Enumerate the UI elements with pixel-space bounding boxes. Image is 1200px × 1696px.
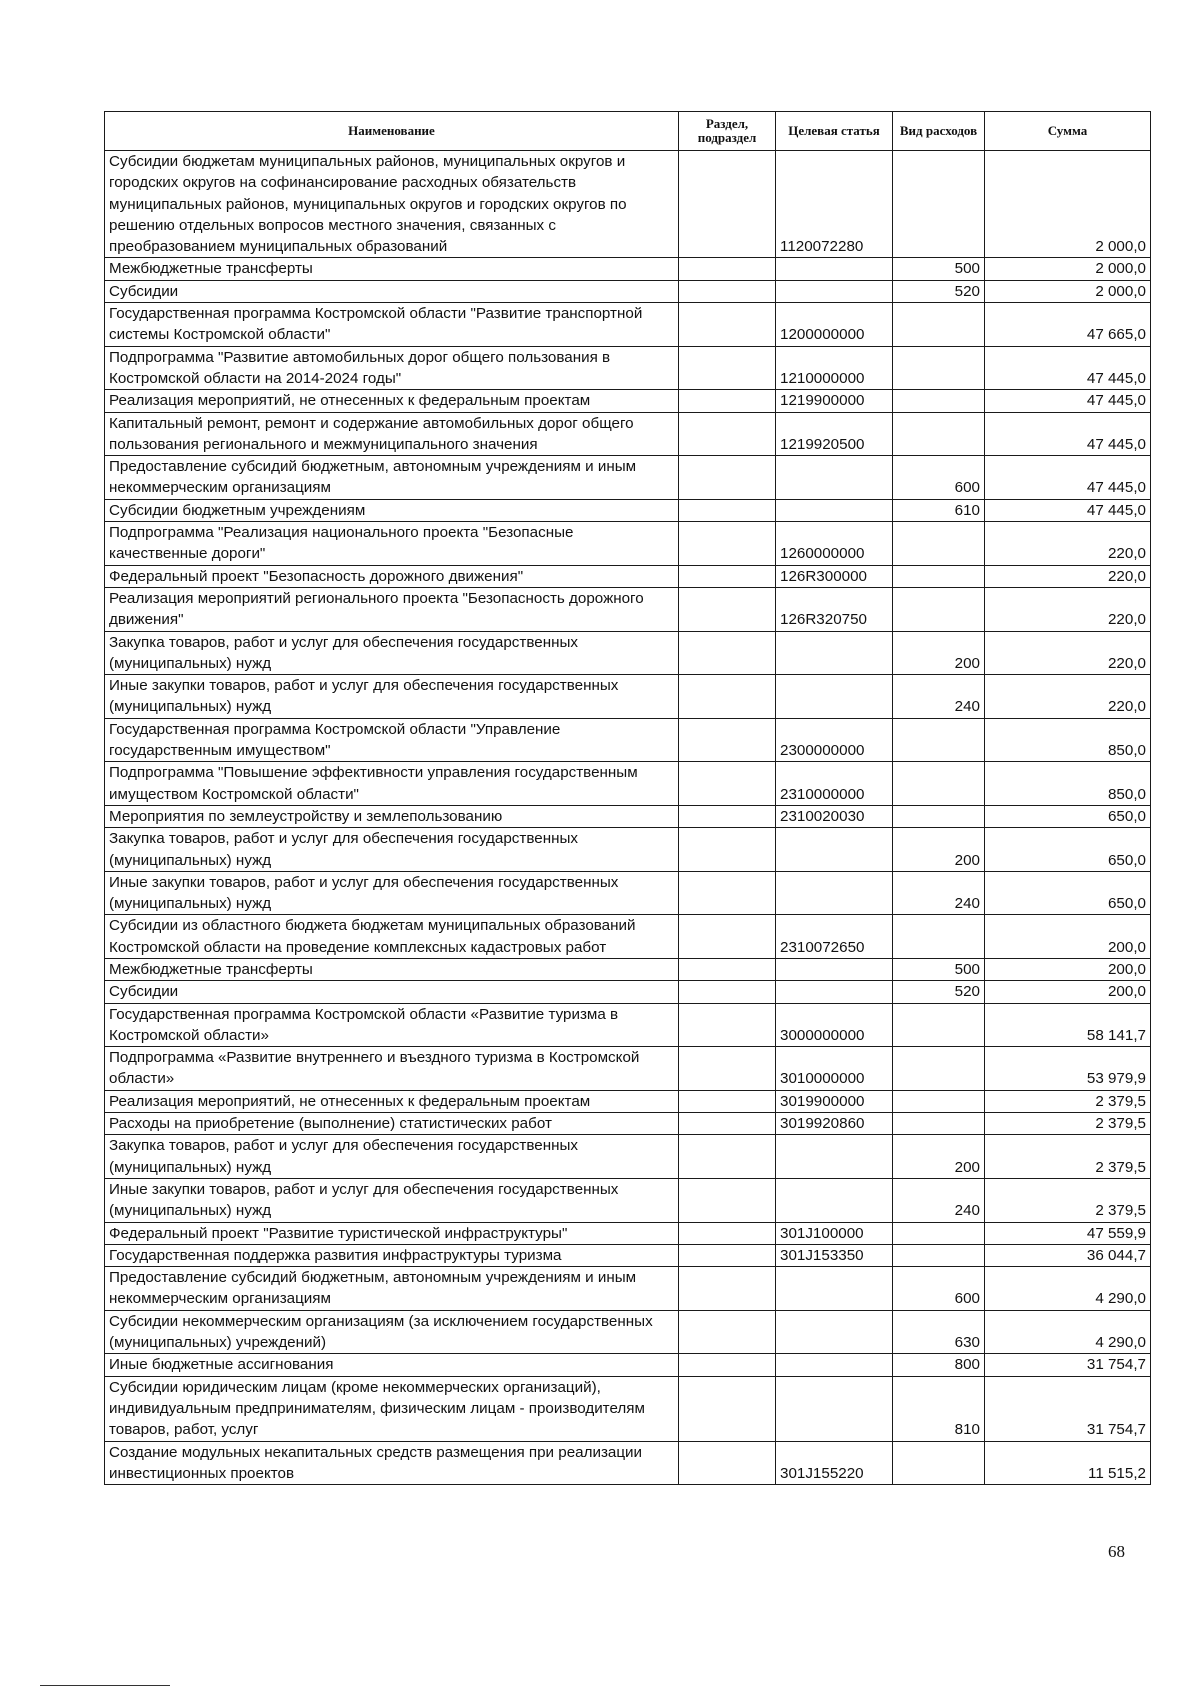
cell-sum: 53 979,9	[985, 1047, 1151, 1091]
table-row	[105, 1047, 1151, 1091]
table-row	[105, 258, 1151, 280]
cell-target	[776, 958, 893, 980]
table-row	[105, 499, 1151, 521]
cell-target: 2310020030	[776, 805, 893, 827]
cell-expense-type: 240	[893, 675, 985, 719]
cell-target: 1260000000	[776, 522, 893, 566]
cell-target: 1120072280	[776, 151, 893, 258]
cell-expense-type: 200	[893, 828, 985, 872]
cell-name: Подпрограмма "Развитие автомобильных дорог общего пользования в Костромской области на 2014-2024 годы"	[105, 346, 679, 390]
cell-expense-type	[893, 565, 985, 587]
cell-section	[679, 1090, 776, 1112]
header-section: Раздел, подраздел	[679, 112, 776, 151]
cell-target: 301J153350	[776, 1244, 893, 1266]
table-row	[105, 1113, 1151, 1135]
cell-sum: 4 290,0	[985, 1267, 1151, 1311]
cell-section	[679, 587, 776, 631]
cell-expense-type: 810	[893, 1376, 985, 1441]
table-row	[105, 587, 1151, 631]
cell-target	[776, 258, 893, 280]
cell-name: Закупка товаров, работ и услуг для обеспечения государственных (муниципальных) нужд	[105, 631, 679, 675]
cell-name: Субсидии некоммерческим организациям (за исключением государственных (муниципальных) учреждений)	[105, 1310, 679, 1354]
table-row	[105, 1441, 1151, 1485]
table-row	[105, 1267, 1151, 1311]
cell-section	[679, 631, 776, 675]
table-row	[105, 1090, 1151, 1112]
cell-sum: 220,0	[985, 587, 1151, 631]
cell-name: Государственная программа Костромской области "Управление государственным имуществом"	[105, 718, 679, 762]
table-row	[105, 981, 1151, 1003]
cell-sum: 47 559,9	[985, 1222, 1151, 1244]
table-row	[105, 1003, 1151, 1047]
table-row	[105, 390, 1151, 412]
cell-expense-type: 600	[893, 1267, 985, 1311]
cell-sum: 47 445,0	[985, 499, 1151, 521]
cell-expense-type	[893, 1244, 985, 1266]
cell-section	[679, 1135, 776, 1179]
cell-name: Подпрограмма «Развитие внутреннего и въездного туризма в Костромской области»	[105, 1047, 679, 1091]
cell-target	[776, 1376, 893, 1441]
cell-name: Закупка товаров, работ и услуг для обеспечения государственных (муниципальных) нужд	[105, 828, 679, 872]
cell-target: 1210000000	[776, 346, 893, 390]
cell-name: Создание модульных некапитальных средств размещения при реализации инвестиционных проектов	[105, 1441, 679, 1485]
cell-sum: 200,0	[985, 915, 1151, 959]
cell-sum: 850,0	[985, 762, 1151, 806]
cell-target: 301J100000	[776, 1222, 893, 1244]
cell-expense-type	[893, 390, 985, 412]
cell-section	[679, 958, 776, 980]
cell-section	[679, 412, 776, 456]
table-row	[105, 828, 1151, 872]
cell-section	[679, 390, 776, 412]
cell-name: Субсидии бюджетным учреждениям	[105, 499, 679, 521]
cell-name: Подпрограмма "Реализация национального проекта "Безопасные качественные дороги"	[105, 522, 679, 566]
cell-expense-type	[893, 915, 985, 959]
cell-sum: 220,0	[985, 522, 1151, 566]
cell-name: Подпрограмма "Повышение эффективности управления государственным имуществом Костромской области"	[105, 762, 679, 806]
cell-target	[776, 871, 893, 915]
table-row	[105, 631, 1151, 675]
cell-section	[679, 1354, 776, 1376]
cell-target	[776, 631, 893, 675]
cell-sum: 220,0	[985, 675, 1151, 719]
cell-section	[679, 1178, 776, 1222]
cell-expense-type	[893, 522, 985, 566]
table-row	[105, 522, 1151, 566]
cell-sum: 47 665,0	[985, 303, 1151, 347]
cell-target: 1219900000	[776, 390, 893, 412]
cell-target	[776, 1135, 893, 1179]
cell-section	[679, 522, 776, 566]
cell-name: Субсидии юридическим лицам (кроме некоммерческих организаций), индивидуальным предпринимателям, физическим лицам - производителям товаров, работ, услуг	[105, 1376, 679, 1441]
cell-section	[679, 1310, 776, 1354]
table-row	[105, 346, 1151, 390]
cell-sum: 47 445,0	[985, 456, 1151, 500]
table-row	[105, 280, 1151, 302]
cell-expense-type	[893, 1222, 985, 1244]
cell-name: Капитальный ремонт, ремонт и содержание автомобильных дорог общего пользования регионального и межмуниципального значения	[105, 412, 679, 456]
table-header-row	[105, 112, 1151, 151]
cell-target: 2300000000	[776, 718, 893, 762]
table-row	[105, 1310, 1151, 1354]
table-row	[105, 1178, 1151, 1222]
header-sum: Сумма	[985, 112, 1151, 151]
cell-name: Федеральный проект "Безопасность дорожного движения"	[105, 565, 679, 587]
cell-sum: 2 379,5	[985, 1178, 1151, 1222]
table-row	[105, 1222, 1151, 1244]
table-row	[105, 412, 1151, 456]
cell-expense-type	[893, 1090, 985, 1112]
table-row	[105, 915, 1151, 959]
cell-section	[679, 258, 776, 280]
cell-section	[679, 915, 776, 959]
cell-target	[776, 1354, 893, 1376]
cell-section	[679, 828, 776, 872]
cell-expense-type: 200	[893, 631, 985, 675]
cell-sum: 2 000,0	[985, 258, 1151, 280]
cell-sum: 58 141,7	[985, 1003, 1151, 1047]
cell-name: Мероприятия по землеустройству и землепользованию	[105, 805, 679, 827]
cell-sum: 31 754,7	[985, 1354, 1151, 1376]
header-name: Наименование	[105, 112, 679, 151]
cell-target	[776, 828, 893, 872]
table-row	[105, 1135, 1151, 1179]
cell-sum: 220,0	[985, 631, 1151, 675]
header-expense-type: Вид расходов	[893, 112, 985, 151]
table-row	[105, 718, 1151, 762]
cell-section	[679, 346, 776, 390]
page-number: 68	[1108, 1542, 1125, 1561]
cell-target: 3000000000	[776, 1003, 893, 1047]
cell-sum: 2 379,5	[985, 1135, 1151, 1179]
cell-expense-type	[893, 805, 985, 827]
cell-section	[679, 303, 776, 347]
cell-name: Иные закупки товаров, работ и услуг для обеспечения государственных (муниципальных) нужд	[105, 1178, 679, 1222]
table-row	[105, 1244, 1151, 1266]
cell-expense-type	[893, 1441, 985, 1485]
cell-name: Иные закупки товаров, работ и услуг для обеспечения государственных (муниципальных) нужд	[105, 675, 679, 719]
cell-expense-type: 600	[893, 456, 985, 500]
cell-name: Закупка товаров, работ и услуг для обеспечения государственных (муниципальных) нужд	[105, 1135, 679, 1179]
cell-expense-type	[893, 346, 985, 390]
cell-sum: 200,0	[985, 958, 1151, 980]
cell-sum: 650,0	[985, 805, 1151, 827]
table-row	[105, 805, 1151, 827]
cell-section	[679, 1244, 776, 1266]
cell-expense-type: 500	[893, 958, 985, 980]
cell-name: Государственная поддержка развития инфраструктуры туризма	[105, 1244, 679, 1266]
cell-sum: 2 379,5	[985, 1090, 1151, 1112]
cell-target	[776, 675, 893, 719]
cell-name: Иные закупки товаров, работ и услуг для обеспечения государственных (муниципальных) нужд	[105, 871, 679, 915]
cell-target	[776, 981, 893, 1003]
cell-expense-type	[893, 412, 985, 456]
cell-expense-type	[893, 303, 985, 347]
footer-rule	[40, 1685, 170, 1686]
cell-section	[679, 151, 776, 258]
cell-expense-type	[893, 1047, 985, 1091]
cell-expense-type	[893, 151, 985, 258]
cell-section	[679, 762, 776, 806]
cell-name: Межбюджетные трансферты	[105, 958, 679, 980]
cell-expense-type: 240	[893, 1178, 985, 1222]
cell-section	[679, 1113, 776, 1135]
cell-section	[679, 1003, 776, 1047]
cell-sum: 2 000,0	[985, 151, 1151, 258]
table-row	[105, 1376, 1151, 1441]
budget-table	[104, 111, 1151, 1485]
cell-expense-type	[893, 718, 985, 762]
cell-name: Реализация мероприятий регионального проекта "Безопасность дорожного движения"	[105, 587, 679, 631]
cell-section	[679, 456, 776, 500]
cell-name: Предоставление субсидий бюджетным, автономным учреждениям и иным некоммерческим организациям	[105, 1267, 679, 1311]
cell-name: Расходы на приобретение (выполнение) статистических работ	[105, 1113, 679, 1135]
cell-expense-type: 630	[893, 1310, 985, 1354]
table-row	[105, 456, 1151, 500]
cell-expense-type: 520	[893, 280, 985, 302]
cell-sum: 47 445,0	[985, 412, 1151, 456]
cell-target: 2310072650	[776, 915, 893, 959]
cell-section	[679, 1222, 776, 1244]
cell-expense-type: 800	[893, 1354, 985, 1376]
cell-expense-type: 500	[893, 258, 985, 280]
cell-name: Государственная программа Костромской области «Развитие туризма в Костромской области»	[105, 1003, 679, 1047]
cell-name: Субсидии	[105, 981, 679, 1003]
cell-target	[776, 280, 893, 302]
cell-expense-type: 240	[893, 871, 985, 915]
table-row	[105, 151, 1151, 258]
cell-section	[679, 280, 776, 302]
cell-name: Субсидии бюджетам муниципальных районов, муниципальных округов и городских округов на софинансирование расходных обязательств муниципальных районов, муниципальных округов и городских округов по решению отдельных вопросов местного значения, связанных с преобразованием муниципальных образований	[105, 151, 679, 258]
table-row	[105, 303, 1151, 347]
cell-sum: 220,0	[985, 565, 1151, 587]
cell-section	[679, 675, 776, 719]
cell-section	[679, 1047, 776, 1091]
cell-sum: 650,0	[985, 828, 1151, 872]
cell-sum: 850,0	[985, 718, 1151, 762]
cell-target	[776, 499, 893, 521]
cell-expense-type: 200	[893, 1135, 985, 1179]
table-row	[105, 958, 1151, 980]
cell-section	[679, 1441, 776, 1485]
cell-name: Реализация мероприятий, не отнесенных к федеральным проектам	[105, 390, 679, 412]
cell-name: Реализация мероприятий, не отнесенных к федеральным проектам	[105, 1090, 679, 1112]
cell-target	[776, 1178, 893, 1222]
cell-target	[776, 1267, 893, 1311]
table-row	[105, 1354, 1151, 1376]
header-target: Целевая статья	[776, 112, 893, 151]
cell-sum: 31 754,7	[985, 1376, 1151, 1441]
cell-sum: 36 044,7	[985, 1244, 1151, 1266]
cell-name: Государственная программа Костромской области "Развитие транспортной системы Костромской области"	[105, 303, 679, 347]
cell-expense-type: 520	[893, 981, 985, 1003]
cell-section	[679, 805, 776, 827]
cell-sum: 11 515,2	[985, 1441, 1151, 1485]
cell-expense-type	[893, 1003, 985, 1047]
cell-name: Субсидии из областного бюджета бюджетам муниципальных образований Костромской области на проведение комплексных кадастровых работ	[105, 915, 679, 959]
cell-name: Предоставление субсидий бюджетным, автономным учреждениям и иным некоммерческим организациям	[105, 456, 679, 500]
cell-target: 1219920500	[776, 412, 893, 456]
cell-target: 2310000000	[776, 762, 893, 806]
cell-target: 126R320750	[776, 587, 893, 631]
cell-expense-type	[893, 1113, 985, 1135]
cell-sum: 650,0	[985, 871, 1151, 915]
table-row	[105, 565, 1151, 587]
cell-target: 126R300000	[776, 565, 893, 587]
cell-expense-type: 610	[893, 499, 985, 521]
cell-sum: 47 445,0	[985, 390, 1151, 412]
cell-target: 3019900000	[776, 1090, 893, 1112]
cell-target: 301J155220	[776, 1441, 893, 1485]
cell-sum: 47 445,0	[985, 346, 1151, 390]
cell-target	[776, 456, 893, 500]
cell-section	[679, 1267, 776, 1311]
cell-name: Межбюджетные трансферты	[105, 258, 679, 280]
cell-sum: 2 000,0	[985, 280, 1151, 302]
table-row	[105, 871, 1151, 915]
cell-section	[679, 565, 776, 587]
cell-target: 3010000000	[776, 1047, 893, 1091]
cell-name: Иные бюджетные ассигнования	[105, 1354, 679, 1376]
cell-expense-type	[893, 762, 985, 806]
table-row	[105, 675, 1151, 719]
cell-sum: 4 290,0	[985, 1310, 1151, 1354]
cell-target: 1200000000	[776, 303, 893, 347]
cell-section	[679, 499, 776, 521]
cell-section	[679, 871, 776, 915]
cell-sum: 2 379,5	[985, 1113, 1151, 1135]
cell-name: Субсидии	[105, 280, 679, 302]
cell-section	[679, 981, 776, 1003]
table-body	[105, 151, 1151, 1485]
cell-section	[679, 718, 776, 762]
cell-sum: 200,0	[985, 981, 1151, 1003]
cell-target	[776, 1310, 893, 1354]
table-row	[105, 762, 1151, 806]
cell-target: 3019920860	[776, 1113, 893, 1135]
cell-expense-type	[893, 587, 985, 631]
cell-section	[679, 1376, 776, 1441]
cell-name: Федеральный проект "Развитие туристической инфраструктуры"	[105, 1222, 679, 1244]
